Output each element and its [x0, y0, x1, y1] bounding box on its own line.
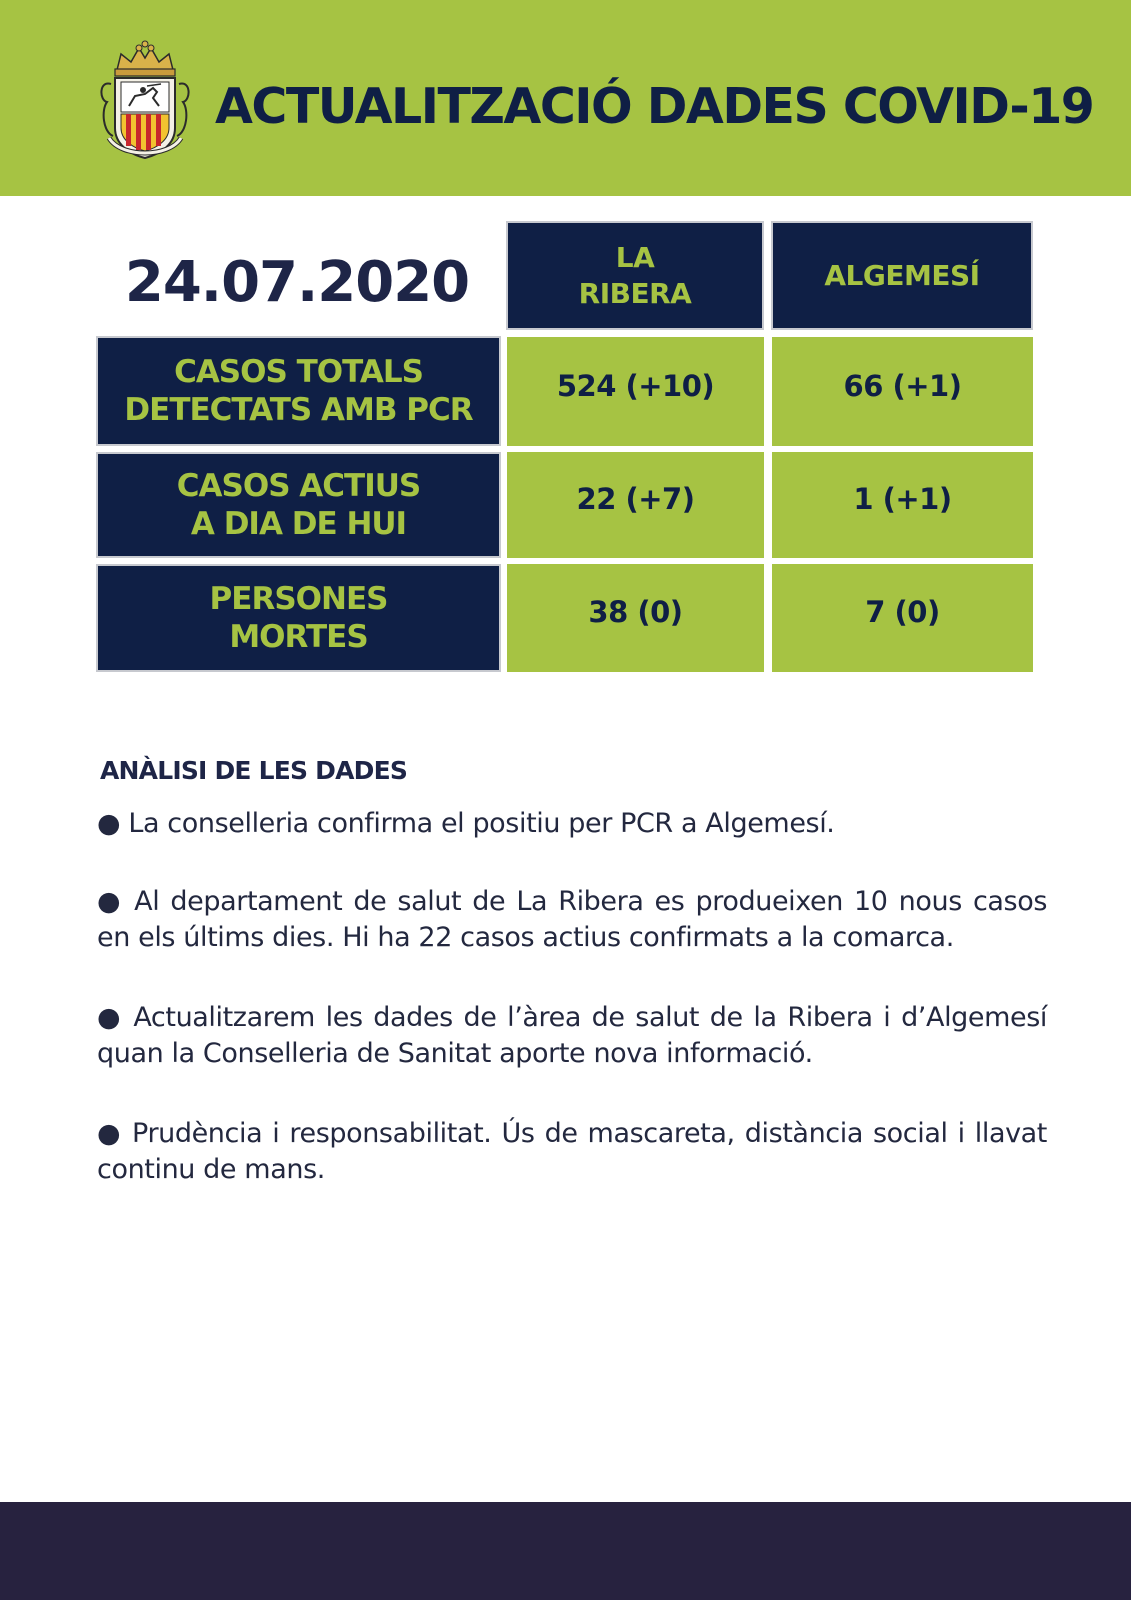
report-date: 24.07.2020: [124, 250, 470, 315]
table-cell: [507, 337, 764, 446]
cell-value: 1 (+1): [853, 482, 952, 516]
row-label: CASOS ACTIUS A DIA DE HUI: [176, 468, 421, 542]
table-cell: [507, 452, 764, 558]
table-cell: [772, 564, 1033, 672]
footer-bar: [0, 1502, 1131, 1600]
analysis-paragraph: ● La conselleria confirma el positiu per PCR a Algemesí.: [97, 808, 835, 839]
table-cell: [772, 452, 1033, 558]
cell-value: 38 (0): [588, 595, 683, 629]
row-label-active-cases: [96, 452, 501, 558]
column-header-label: LA RIBERA: [578, 240, 692, 310]
column-header-algemesi: [771, 221, 1033, 330]
analysis-paragraph: ● Al departament de salut de La Ribera es produeixen 10 nous casos en els últims dies. Hi ha 22 casos actius confirmats a la comarca.: [97, 886, 1047, 953]
cell-value: 22 (+7): [576, 482, 695, 516]
analysis-paragraph: ● Prudència i responsabilitat. Ús de mascareta, distància social i llavat continu de mans.: [97, 1118, 1047, 1185]
cell-value: 7 (0): [865, 595, 940, 629]
coat-of-arms-icon: [95, 40, 195, 162]
analysis-heading: ANÀLISI DE LES DADES: [100, 756, 408, 785]
cell-value: 524 (+10): [556, 368, 715, 403]
row-label-total-cases: [96, 336, 501, 446]
table-cell: [772, 337, 1033, 446]
row-label: PERSONES MORTES: [209, 581, 388, 655]
row-label: CASOS TOTALS DETECTATS AMB PCR: [124, 354, 473, 428]
column-header-la-ribera: [506, 221, 764, 330]
analysis-text: [97, 806, 1047, 1232]
analysis-paragraph: ● Actualitzarem les dades de l’àrea de salut de la Ribera i d’Algemesí quan la Conselleria de Sanitat aporte nova informació.: [97, 1002, 1047, 1069]
page-title: ACTUALITZACIÓ DADES COVID-19: [215, 78, 1094, 135]
cell-value: 66 (+1): [843, 368, 962, 403]
header-banner: [0, 0, 1131, 196]
column-header-label: ALGEMESÍ: [824, 258, 980, 292]
row-label-deaths: [96, 564, 501, 672]
table-cell: [507, 564, 764, 672]
